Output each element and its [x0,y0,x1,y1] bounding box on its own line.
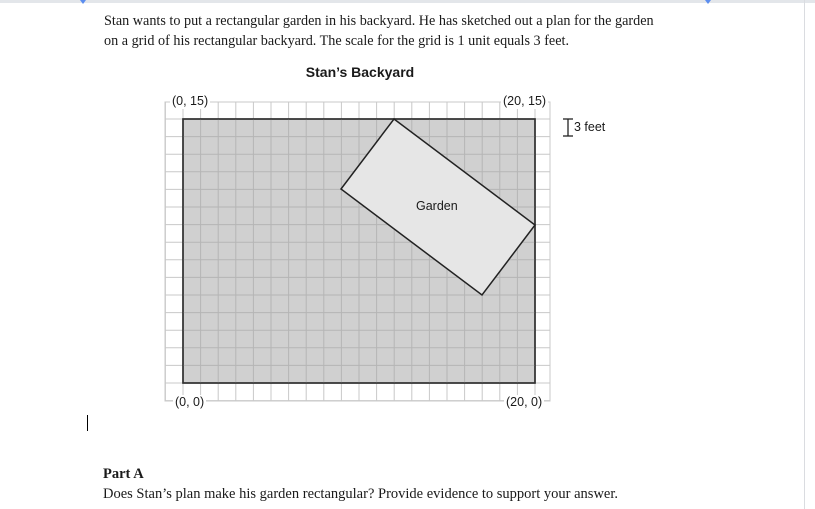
figure-title: Stan’s Backyard [305,64,415,80]
part-a-heading: Part A [103,466,144,482]
label-top-right: (20, 15) [503,94,547,108]
label-bottom-left: (0, 0) [175,395,205,409]
text-cursor [87,415,88,431]
intro-line-2: on a grid of his rectangular backyard. The scale for the grid is 1 unit equals 3 feet. [104,33,570,49]
label-bottom-right: (20, 0) [506,395,543,409]
label-top-left: (0, 15) [172,94,209,108]
scale-label: 3 feet [574,120,606,134]
garden-label: Garden [416,199,458,213]
intro-line-1: Stan wants to put a rectangular garden in his backyard. He has sketched out a plan for the garden [104,13,654,29]
part-a-question: Does Stan’s plan make his garden rectangular? Provide evidence to support your answer. [103,486,619,502]
